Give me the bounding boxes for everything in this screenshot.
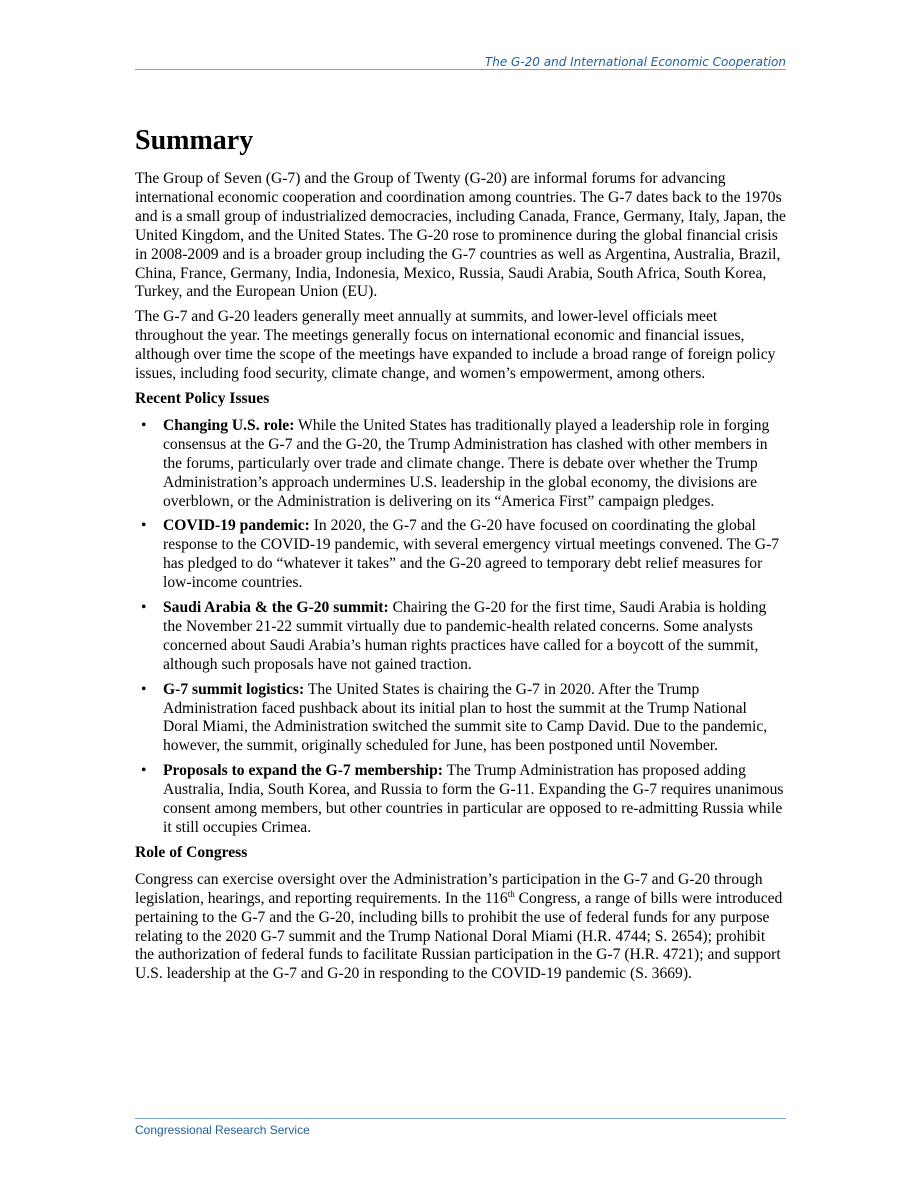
footer-divider: [135, 1118, 786, 1119]
list-item: [135, 517, 786, 593]
list-item-text: While the United States has traditionally played a leadership role in forging consensus at the G-7 and the G-20, the Trump Administration has clashed with other members in the forums, particularly over trade and climate change. There is debate over whether the Trump Administration’s approach undermines U.S. leadership in the global economy, the divisions are overblown, or the Administration is delivering on its “America First” campaign pledges.: [163, 416, 770, 510]
header-divider: [135, 69, 786, 70]
list-item: [135, 599, 786, 675]
list-item-text: In 2020, the G-7 and the G-20 have focused on coordinating the global response to the COVID-19 pandemic, with several emergency virtual meetings convened. The G-7 has pledged to do “whatever it takes” and the G-20 agreed to temporary debt relief measures for low-income countries.: [163, 517, 780, 592]
running-header-title: The G-20 and International Economic Cooperation: [484, 55, 786, 69]
bullet-icon: •: [141, 680, 147, 698]
ordinal-suffix: th: [507, 888, 515, 899]
page-title: Summary: [135, 125, 254, 156]
list-item: [135, 417, 786, 512]
list-item: [135, 681, 786, 757]
congress-paragraph: [135, 871, 786, 984]
list-item-lead: COVID-19 pandemic:: [163, 517, 310, 535]
bullet-icon: •: [141, 762, 147, 780]
summary-paragraph-1: The Group of Seven (G-7) and the Group of Twenty (G-20) are informal forums for advancing international economic cooperation and coordination among countries. The G-7 dates back to the 1970s and is a small group of industrialized democracies, including Canada, France, Germany, Italy, Japan, the United Kingdom, and the United States. The G-20 rose to prominence during the global financial crisis in 2008-2009 and is a broader group including the G-7 countries as well as Argentina, Australia, Brazil, China, France, Germany, India, Indonesia, Mexico, Russia, Saudi Arabia, South Africa, South Korea, Turkey, and the European Union (EU).: [135, 170, 786, 301]
bullet-icon: •: [141, 517, 147, 535]
summary-paragraph-2: The G-7 and G-20 leaders generally meet annually at summits, and lower-level officials meet throughout the year. The meetings generally focus on international economic and financial issues, although over time the scope of the meetings have expanded to include a broad range of foreign policy issues, including food security, climate change, and women’s empowerment, among others.: [135, 308, 776, 383]
list-item-text: The United States is chairing the G-7 in 2020. After the Trump Administration faced pushback about its initial plan to host the summit at the Trump National Doral Miami, the Administration switched the summit site to Camp David. Due to the pandemic, however, the summit, originally scheduled for June, has been postponed until November.: [163, 680, 768, 755]
section-heading-policy: Recent Policy Issues: [135, 389, 270, 407]
page-content: [135, 124, 786, 990]
list-item-text: Chairing the G-20 for the first time, Saudi Arabia is holding the November 21-22 summit virtually due to pandemic-health related concerns. Some analysts concerned about Saudi Arabia’s human rights practices have called for a boycott of the summit, although such proposals have not gained traction.: [163, 599, 767, 673]
congress-text-part-2: Congress, a range of bills were introduced pertaining to the G-7 and the G-20, including bills to prohibit the use of federal funds for any purpose relating to the 2020 G-7 summit and the Trump National Doral Miami (H.R. 4744; S. 2654); prohibit the authorization of federal funds to facilitate Russian participation in the G-7 (H.R. 4721); and support U.S. leadership at the G-7 and G-20 in responding to the COVID-19 pandemic (S. 3669).: [135, 889, 783, 983]
list-item-lead: G-7 summit logistics:: [163, 680, 305, 698]
policy-issues-list: [135, 417, 786, 838]
footer-organization: Congressional Research Service: [135, 1123, 310, 1137]
list-item: [135, 762, 786, 838]
bullet-icon: •: [141, 416, 147, 434]
congress-text-part-1: Congress can exercise oversight over the Administration’s participation in the G-7 and G-20 through legislation, hearings, and reporting requirements. In the 116: [135, 870, 763, 907]
list-item-lead: Saudi Arabia & the G-20 summit:: [163, 599, 389, 617]
list-item-text: The Trump Administration has proposed adding Australia, India, South Korea, and Russia to form the G-11. Expanding the G-7 requires unanimous consent among members, but other countries in particular are opposed to re-admitting Russia while it still occupies Crimea.: [163, 762, 784, 836]
bullet-icon: •: [141, 599, 147, 617]
section-heading-congress: Role of Congress: [135, 843, 248, 861]
list-item-lead: Changing U.S. role:: [163, 416, 295, 434]
list-item-lead: Proposals to expand the G-7 membership:: [163, 762, 443, 780]
